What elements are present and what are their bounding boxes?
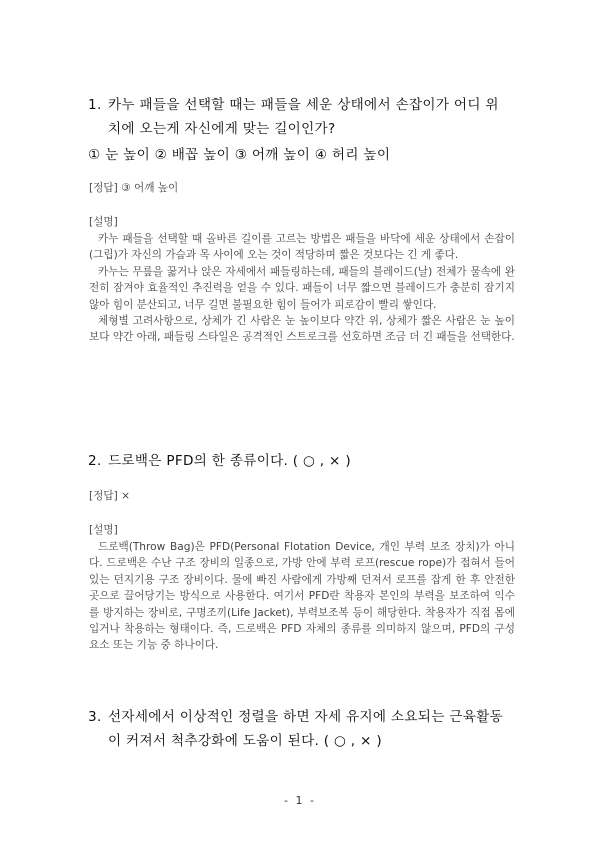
question-2-text-line1: 드로백은 PFD의 한 종류이다. ( ○ , × ) (108, 453, 351, 469)
explanation-paragraph: 카누는 무릎을 꿇거나 앉은 자세에서 패들링하는데, 패들의 블레이드(날) 전체가 물속에 완전히 잠겨야 효율적인 추진력을 얻을 수 있다. 패들이 너무 짧으면 블레이드가 충분히 잠기지 않아 힘이 분산되고, 너무 길면 불필요한 힘이 들어가 피로감이 빨리 쌓인다. (89, 265, 515, 311)
question-2 (88, 449, 528, 473)
explanation-paragraph: 카누 패들을 선택할 때 올바른 길이를 고르는 방법은 패들을 바닥에 세운 상태에서 손잡이(그립)가 자신의 가슴과 목 사이에 오는 것이 적당하며 짧은 것보다는 긴 게 좋다. (89, 233, 515, 262)
question-3 (88, 705, 528, 753)
question-1 (88, 93, 528, 167)
question-1-answer: [정답] ③ 어깨 높이 (89, 182, 179, 194)
question-1-text-line2: 치에 오는게 자신에게 맞는 길이인가? (108, 121, 336, 137)
page-number: - 1 - (284, 794, 316, 807)
question-2-answer: [정답] × (89, 490, 130, 502)
question-2-explanation (89, 539, 515, 654)
question-3-number: 3. (88, 709, 102, 725)
question-1-number: 1. (88, 97, 102, 113)
question-3-text-line1: 선자세에서 이상적인 정렬을 하면 자세 유지에 소요되는 근육활동 (108, 709, 503, 725)
question-1-choices: ① 눈 높이 ② 배꼽 높이 ③ 어깨 높이 ④ 허리 높이 (88, 147, 391, 163)
question-1-text-line1: 카누 패들을 선택할 때는 패들을 세운 상태에서 손잡이가 어디 위 (108, 97, 499, 113)
question-1-explanation-label: [설명] (89, 216, 118, 228)
question-2-explanation-label: [설명] (89, 524, 118, 536)
question-2-number: 2. (88, 453, 102, 469)
question-1-explanation (89, 231, 515, 346)
question-3-text-line2: 이 커져서 척추강화에 도움이 된다. ( ○ , × ) (108, 733, 382, 749)
explanation-paragraph: 드로백(Throw Bag)은 PFD(Personal Flotation Device, 개인 부력 보조 장치)가 아니다. 드로백은 수난 구조 장비의 일종으로, 가방 안에 부력 로프(rescue rope)가 접혀서 들어있는 던지기용 구조 장비이다. 물에 빠진 사람에게 가방째 던져서 로프를 잡게 한 후 안전한 곳으로 끌어당기는 방식으로 사용한다. 여기서 PFD란 착용자 본인의 부력을 보조하여 익수를 방지하는 장비로, 구명조끼(Life Jacket), 부력보조복 등이 해당한다. 착용자가 직접 몸에 입거나 착용하는 형태이다. 즉, 드로백은 PFD 자체의 종류를 의미하지 않으며, PFD의 구성 요소 또는 기능 중 하나이다. (89, 541, 515, 652)
explanation-paragraph: 체형별 고려사항으로, 상체가 긴 사람은 눈 높이보다 약간 위, 상체가 짧은 사람은 눈 높이보다 약간 아래, 패들링 스타일은 공격적인 스트로크를 선호하면 조금 더 긴 패들을 선택한다. (89, 315, 515, 344)
